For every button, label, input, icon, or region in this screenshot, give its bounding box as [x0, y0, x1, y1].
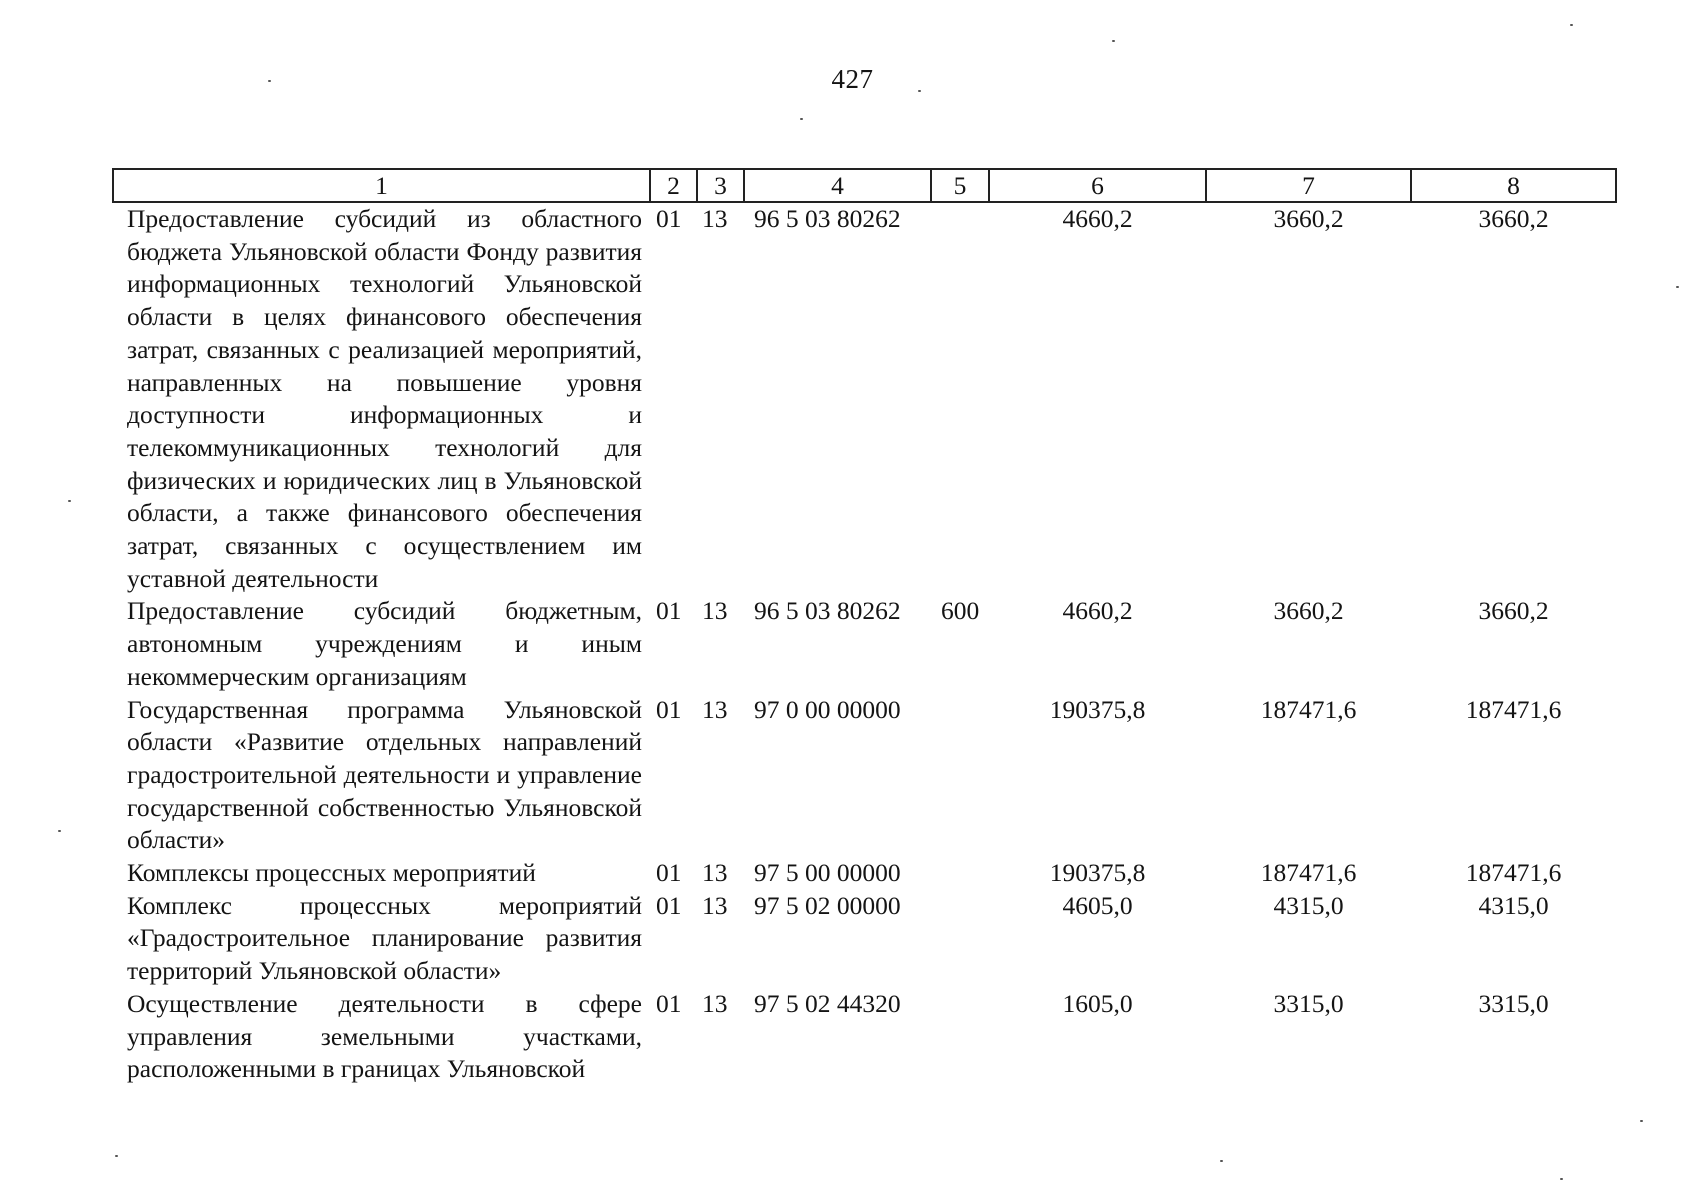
row-value-8: 3660,2	[1478, 204, 1549, 233]
table-header-row	[113, 169, 1616, 202]
row-name: Осуществление деятельности в сфере управления земельными участками, расположенными в границах Ульяновской	[127, 988, 642, 1084]
row-expense-type: 600	[941, 596, 980, 626]
row-subsection: 13	[702, 596, 728, 626]
scan-speck	[1112, 40, 1115, 42]
scan-speck	[268, 80, 271, 82]
scan-speck	[1640, 1120, 1643, 1122]
row-section: 01	[656, 858, 682, 888]
row-subsection: 13	[702, 988, 728, 1018]
header-col-7: 7	[1206, 169, 1411, 202]
row-value-6: 1605,0	[1062, 988, 1133, 1018]
row-target-code: 97 5 02 00000	[754, 890, 901, 920]
table-row	[113, 890, 1616, 988]
row-value-6: 4605,0	[1062, 890, 1133, 920]
row-expense-type	[931, 202, 989, 595]
row-value-8: 4315,0	[1478, 890, 1549, 920]
row-expense-type	[931, 890, 989, 988]
row-value-8: 3660,2	[1478, 596, 1549, 626]
row-target-code: 97 0 00 00000	[754, 694, 901, 724]
row-subsection: 13	[702, 858, 728, 888]
table-row	[113, 857, 1616, 890]
row-subsection: 13	[702, 204, 728, 233]
row-value-7: 187471,6	[1260, 858, 1357, 888]
row-name: Комплексы процессных мероприятий	[127, 858, 536, 888]
row-section: 01	[656, 988, 682, 1018]
scan-speck	[58, 830, 61, 832]
table-row	[113, 202, 1616, 595]
row-expense-type	[931, 694, 989, 858]
row-target-code: 96 5 03 80262	[754, 596, 901, 626]
scan-speck	[1676, 286, 1679, 288]
row-section: 01	[656, 204, 682, 233]
row-target-code: 97 5 02 44320	[754, 988, 901, 1018]
table-row	[113, 595, 1616, 693]
budget-table	[112, 168, 1617, 1086]
scan-speck	[800, 118, 803, 120]
row-name: Предоставление субсидий из областного бюджета Ульяновской области Фонду развития информационных технологий Ульяновской области в целях финансового обеспечения затрат, связанных с реализацией мероприятий, направленных на повышение уровня доступности информационных и телекоммуникационных технологий для физических и юридических лиц в Ульяновской области, а также финансового обеспечения затрат, связанных с осуществлением им уставной деятельности	[127, 204, 642, 593]
scan-speck	[1560, 1178, 1563, 1180]
row-value-6: 4660,2	[1062, 204, 1133, 233]
row-name: Государственная программа Ульяновской области «Развитие отдельных направлений градостроительной деятельности и управление государственной собственностью Ульяновской области»	[127, 694, 642, 855]
header-col-5: 5	[931, 169, 989, 202]
scan-speck	[918, 90, 921, 92]
row-target-code: 97 5 00 00000	[754, 858, 901, 888]
header-col-8: 8	[1411, 169, 1616, 202]
header-col-2: 2	[650, 169, 697, 202]
row-value-6: 190375,8	[1049, 694, 1146, 724]
scan-speck	[68, 500, 71, 502]
row-value-7: 4315,0	[1273, 890, 1344, 920]
header-col-4: 4	[744, 169, 931, 202]
row-expense-type	[931, 857, 989, 890]
row-name: Комплекс процессных мероприятий «Градостроительное планирование развития территорий Ульяновской области»	[127, 890, 642, 986]
scan-speck	[1220, 1160, 1223, 1162]
row-name: Предоставление субсидий бюджетным, автономным учреждениям и иным некоммерческим организациям	[127, 596, 642, 691]
row-target-code: 96 5 03 80262	[754, 204, 901, 233]
row-subsection: 13	[702, 694, 728, 724]
page-number: 427	[831, 64, 874, 94]
header-col-6: 6	[989, 169, 1206, 202]
scan-speck	[1570, 24, 1573, 26]
row-value-8: 3315,0	[1478, 988, 1549, 1018]
row-subsection: 13	[702, 890, 728, 920]
row-value-7: 187471,6	[1260, 694, 1357, 724]
row-value-8: 187471,6	[1465, 694, 1562, 724]
row-expense-type	[931, 988, 989, 1086]
row-section: 01	[656, 596, 682, 626]
table-row	[113, 694, 1616, 858]
row-value-6: 190375,8	[1049, 858, 1146, 888]
row-section: 01	[656, 890, 682, 920]
row-value-8: 187471,6	[1465, 858, 1562, 888]
row-section: 01	[656, 694, 682, 724]
header-col-1: 1	[113, 169, 650, 202]
row-value-7: 3660,2	[1273, 596, 1344, 626]
table-row	[113, 988, 1616, 1086]
row-value-7: 3660,2	[1273, 204, 1344, 233]
header-col-3: 3	[697, 169, 744, 202]
scan-speck	[115, 1155, 118, 1157]
row-value-7: 3315,0	[1273, 988, 1344, 1018]
row-value-6: 4660,2	[1062, 596, 1133, 626]
